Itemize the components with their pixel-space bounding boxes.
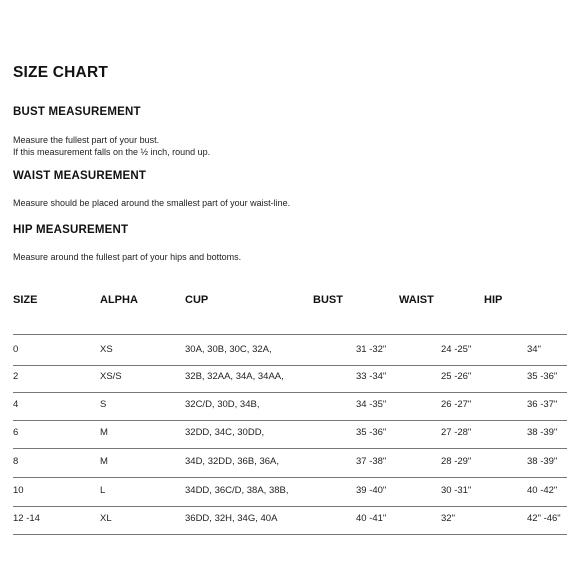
table-row: [13, 418, 567, 449]
header-bust: BUST: [313, 294, 343, 306]
cell-waist: 24 -25": [441, 344, 472, 355]
cell-hip: 40 -42": [527, 485, 558, 496]
header-waist: WAIST: [399, 294, 434, 306]
table-row: [13, 362, 567, 393]
cell-waist: 30 -31": [441, 485, 472, 496]
cell-cup: 36DD, 32H, 34G, 40A: [185, 513, 278, 524]
cell-bust: 31 -32": [356, 344, 387, 355]
hip-heading: HIP MEASUREMENT: [13, 224, 129, 236]
cell-size: 10: [13, 485, 24, 496]
header-size: SIZE: [13, 294, 38, 306]
page-title: SIZE CHART: [13, 64, 108, 81]
cell-cup: 32DD, 34C, 30DD,: [185, 427, 265, 438]
cell-bust: 33 -34": [356, 371, 387, 382]
cell-cup: 32C/D, 30D, 34B,: [185, 399, 260, 410]
table-row: [13, 476, 567, 507]
table-row: [13, 447, 567, 478]
waist-line-1: Measure should be placed around the smallest part of your waist-line.: [13, 198, 291, 208]
hip-line-1: Measure around the fullest part of your hips and bottoms.: [13, 252, 242, 262]
cell-cup: 30A, 30B, 30C, 32A,: [185, 344, 272, 355]
cell-cup: 34D, 32DD, 36B, 36A,: [185, 456, 279, 467]
cell-hip: 35 -36": [527, 371, 558, 382]
cell-size: 6: [13, 427, 19, 438]
bust-heading: BUST MEASUREMENT: [13, 106, 141, 118]
cell-waist: 32": [441, 513, 455, 524]
cell-cup: 32B, 32AA, 34A, 34AA,: [185, 371, 284, 382]
cell-bust: 39 -40": [356, 485, 387, 496]
cell-hip: 34": [527, 344, 541, 355]
cell-alpha: S: [100, 399, 107, 410]
cell-waist: 25 -26": [441, 371, 472, 382]
cell-waist: 26 -27": [441, 399, 472, 410]
cell-hip: 36 -37": [527, 399, 558, 410]
cell-alpha: XS: [100, 344, 113, 355]
cell-alpha: M: [100, 456, 108, 467]
cell-size: 8: [13, 456, 19, 467]
cell-alpha: M: [100, 427, 108, 438]
cell-hip: 38 -39": [527, 427, 558, 438]
cell-hip: 38 -39": [527, 456, 558, 467]
header-cup: CUP: [185, 294, 209, 306]
cell-bust: 35 -36": [356, 427, 387, 438]
waist-heading: WAIST MEASUREMENT: [13, 170, 147, 182]
bust-line-1: Measure the fullest part of your bust.: [13, 135, 160, 145]
cell-waist: 27 -28": [441, 427, 472, 438]
table-row: [13, 504, 567, 535]
cell-bust: 40 -41": [356, 513, 387, 524]
cell-size: 4: [13, 399, 19, 410]
header-hip: HIP: [484, 294, 503, 306]
cell-size: 0: [13, 344, 19, 355]
bust-line-2: If this measurement falls on the ½ inch, round up.: [13, 147, 211, 157]
cell-hip: 42" -46": [527, 513, 561, 524]
header-alpha: ALPHA: [100, 294, 138, 306]
cell-alpha: XS/S: [100, 371, 122, 382]
cell-size: 12 -14: [13, 513, 40, 524]
cell-waist: 28 -29": [441, 456, 472, 467]
cell-bust: 37 -38": [356, 456, 387, 467]
cell-size: 2: [13, 371, 19, 382]
cell-bust: 34 -35": [356, 399, 387, 410]
table-row: [13, 390, 567, 421]
cell-alpha: L: [100, 485, 106, 496]
cell-cup: 34DD, 36C/D, 38A, 38B,: [185, 485, 289, 496]
cell-alpha: XL: [100, 513, 112, 524]
